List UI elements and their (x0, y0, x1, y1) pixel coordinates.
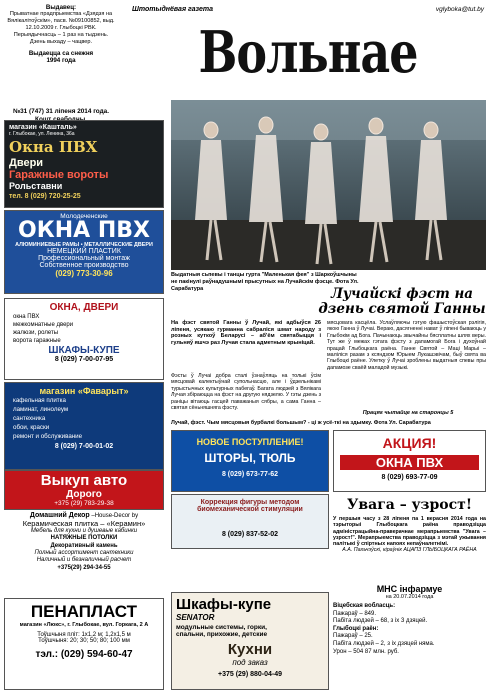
article-headline: Лучайскі фэст на дзень святой Ганны (318, 286, 486, 317)
front-photo (171, 100, 486, 270)
ad-title: ОКНА ПВХ (18, 218, 150, 243)
ad-korrekciya (171, 494, 329, 549)
ad-line: межкомнатные двери (13, 322, 74, 328)
mchs-info (333, 584, 486, 690)
ad-line: обои, краски (13, 424, 50, 431)
ad-vykup-avto (4, 470, 164, 510)
ad-subtitle: ОКНА ПВХ (340, 455, 479, 470)
article-body-left: Фэсты ў Лучаі добра сталі ўзнаўляць на толькі ўсім мясцовай калектыўнай супольнасцю, але і ўдзельнікамі турыстычных культурных пабегаў. Багата людзей з Вялікага Лучая збіраюцца на фэст на другую нядзелю. У гэты дзень з раніцы вітаюць гасцей паважаныя сябры, а сама Ганна – святая сёньняшняга фэсту. (171, 373, 321, 412)
ad-line: спальни, прихожие, детские (176, 631, 268, 638)
ad-address: магазин «Люкс», г. Глыбокае, вул. Горкага, 2 А (19, 622, 149, 628)
weekly-label: Штотыднёвая газета (132, 6, 214, 13)
ad-title: Выкуп авто (40, 472, 128, 489)
publisher-info (4, 4, 118, 94)
publisher-heading: Выдавец: (45, 4, 77, 11)
uvaga-title: Увага – узрост! (347, 497, 472, 513)
ad-akciya (333, 430, 486, 492)
dom-line: Керамическая плитка – «Керамин» (22, 519, 146, 529)
bottom-caption: Лучай, фэст. Чым мясцовыя бурбалкі большым? - ці ж усё-ткі на здымку. Фота Ул. Сарабатура (171, 420, 431, 426)
dom-line: Мебель для кухни и душевые кабинки (30, 527, 138, 534)
ad-phone: +375 (29) 783-29-38 (54, 500, 114, 507)
ad-phone: 8 (029) 673-77-62 (221, 471, 279, 478)
masthead (130, 4, 486, 94)
mchs-row: Пабіта людзей – 2, з іх дзяцей няма. (333, 640, 435, 647)
ad-title: ОКНА, ДВЕРИ (49, 302, 119, 313)
ad-subtitle: Молодеченские (60, 213, 108, 220)
ad-subtitle: ШТОРЫ, ТЮЛЬ (204, 451, 296, 465)
ad-title: Шкафы-купе (176, 596, 272, 613)
ad-subtitle: Кухни (227, 641, 273, 658)
article-lead: На фэст святой Ганны ў Лучай, які адбыўся 26 ліпеня, усякаю гурманна сабраліся шмат народу з розных куткоў Беларусі – аб'ём святабыцця і гульняў яшчэ раз Лучая стала адметным крыніцай. (171, 320, 321, 346)
ad-penaplast (4, 598, 164, 690)
ad-okna-dveri (4, 298, 164, 380)
publisher-line: Перыядычнасць – 1 раз на тыдзень. (13, 32, 109, 38)
ad-kashtal (4, 120, 164, 208)
mchs-title: МНС інфармуе (376, 584, 443, 594)
ad-line: Тоўшчыня пліт: 1x1,2 м; 1,2x1,5 м (37, 632, 131, 638)
ad-subtitle: Дорого (66, 489, 102, 500)
ad-line: Окна ПВХ (9, 138, 98, 156)
dom-line: Декоративный камень (50, 542, 118, 549)
ad-phone: (029) 773-30-96 (55, 269, 113, 278)
ad-phone: +375 (29) 880-04-49 (217, 671, 283, 678)
newspaper-title: Вольнае (198, 18, 418, 86)
ad-line: ремонт и обслуживание (13, 433, 83, 440)
ad-brand: SENATOR (176, 613, 215, 622)
mchs-heading: Віцебская вобласць: (333, 603, 396, 609)
ad-brand: ШКАФЫ-КУПЕ (48, 345, 120, 356)
ad-title: магазин «Фаварыт» (39, 386, 129, 396)
uvaga-body: У першыя часу з 28 ліпеня па 1 верасня 2014 года на тэрыторыі Глыбоцкага раёна праводзіцца адміністрацыйна-праверачнае мерапрыемства "Увага – узрост!". Мерапрыемства праводзіцца з мэтай ужывання палітыкі ў спіртных напоях непаўналетнімі. (333, 516, 486, 548)
mchs-row: Пажараў – 849. (333, 610, 377, 617)
ad-line: Собственное производство (39, 262, 129, 269)
ad-subtitle: биомеханической стимуляции (197, 506, 303, 513)
ad-favaryt (4, 382, 164, 470)
ad-line: окна ПВХ (13, 314, 40, 320)
uvaga-text (333, 516, 486, 554)
ad-line: Тоўшчыня: 20; 30; 50; 80; 100 мм (38, 638, 130, 644)
mchs-row: Урон – 504 87 млн. руб. (333, 648, 399, 655)
ad-line: модульные системы, горки, (176, 624, 267, 631)
ad-brand: магазин «Кашталь» (9, 124, 77, 131)
ad-phone: 8 (029) 7-00-01-02 (54, 443, 114, 450)
dancers-photo (171, 100, 486, 270)
dom-line: Полный ассортимент сантехники (34, 550, 134, 557)
ad-phone: тел. 8 (029) 720-25-25 (9, 193, 81, 200)
ad-line: Рольставни (9, 181, 63, 191)
mchs-row: Глыбоцкі раён: (333, 625, 379, 632)
publisher-line: Дзень выхаду – чацвер. (29, 39, 93, 45)
ad-title: ПЕНАПЛАСТ (30, 602, 138, 621)
publisher-line: Прыватнае прадпрыемства «Дзядзя на (9, 11, 113, 17)
since-label: Выдаецца са снежня (28, 50, 94, 57)
ad-title: АКЦИЯ! (382, 435, 437, 451)
ad-line: Двери (9, 157, 44, 169)
ad-title: Коррекция фигуры методом (200, 499, 300, 506)
ad-line: кафельная плитка (13, 397, 66, 404)
ad-phone: 8 (029) 693-77-09 (381, 474, 438, 481)
since-year: 1994 года (46, 57, 76, 64)
email-label: vglyboka@tut.by (435, 6, 484, 13)
dom-title: Домашний Декор (29, 512, 90, 519)
domashnii-dekor (4, 512, 164, 596)
ad-line: Гаражные вороты (9, 169, 109, 181)
ad-phone: тэл.: (029) 594-60-47 (35, 649, 133, 660)
ad-line: Профессиональный монтаж (38, 255, 130, 262)
ad-line: сантехника (13, 415, 46, 422)
mchs-row: Пажараў – 25. (333, 633, 373, 640)
ad-phone: 8 (029) 7-00-07-95 (54, 356, 114, 363)
ad-novoe-postuplenie (171, 430, 329, 492)
dom-subtitle: –House-Decor by (91, 513, 139, 519)
ad-phone: 8 (029) 837-52-02 (221, 531, 279, 538)
photo-caption: Выдатныя сьпевы і танцы гурта "Маленькая фея" з Шаркоўшчыны не пакінулі раўнадушнымі прысутных на Лучайскім фэсце. Фота Ул. Сарабатура (171, 272, 359, 292)
ad-okna-pvh (4, 210, 164, 294)
dom-line: Наличный и безналичный расчет (36, 557, 132, 564)
article-body-right: мясцовага касцёла. Услаўляючы гэтую фашыстоўская рэлігія, якою Ганна ў Лучаі. Вераю, дасягненні нават ў ліпені бываюць у Глыбокім ад Бога. Пачынаюць звычайны бясплатны шлях веры. Тут же ў межах гэтага фэсту з дапамогай Бога і духоўнай працай Глыбоцкага раёна. Ганне Святой – Маці Марыі – маліліся разам з ксяндзом Юрыем Лукашэвічам, быў свята ва Глыбоцкі раёне. Улетку ў Лучаі зроблены выдатныя спевы пры дапамозе сваёй маладой музыкі. (327, 320, 486, 371)
mchs-date: на 20.07.2014 года (385, 594, 434, 600)
ad-title: НОВОЕ ПОСТУПЛЕНИЕ! (196, 437, 304, 447)
ad-line: АЛЮМИНИЕВЫЕ РАМЫ • МЕТАЛЛИЧЕСКИЕ ДВЕРИ (15, 242, 153, 248)
publisher-line: 12.10.2009 г. Глыбоцкі РВК. (25, 25, 97, 31)
uvaga-sign: А.А. Пальчэўскі, кіраўнік АЦАПЗ ГЛЫБОЦКАГА РАЁНА (342, 547, 477, 554)
issue-number: №31 (747) 31 ліпеня 2014 года. (13, 108, 109, 115)
continued-note: Працяг чытайце на старонцы 5 (362, 410, 454, 416)
ad-address: г. Глыбокае, ул. Ленина, 36а (9, 131, 75, 137)
mchs-row: Пабіта людзей – 68, з іх 3 дзяцей. (333, 618, 428, 625)
ad-line: ворота гаражные (13, 338, 61, 344)
ad-shkafy-kupe (171, 592, 329, 690)
ad-line: ламинат, линолеум (13, 406, 69, 413)
dom-phone: +375(29) 294-34-55 (57, 564, 111, 571)
ad-line: НЕМЕЦКИЙ ПЛАСТИК (47, 248, 121, 255)
ad-line: жалюзи, ролеты (13, 330, 59, 336)
dom-line: НАТЯЖНЫЕ ПОТОЛКИ (50, 535, 118, 542)
ad-subtitle2: под заказ (232, 658, 268, 667)
publisher-line: Вялікалітоўскім», пасв. №09100852, выд. (7, 18, 115, 24)
